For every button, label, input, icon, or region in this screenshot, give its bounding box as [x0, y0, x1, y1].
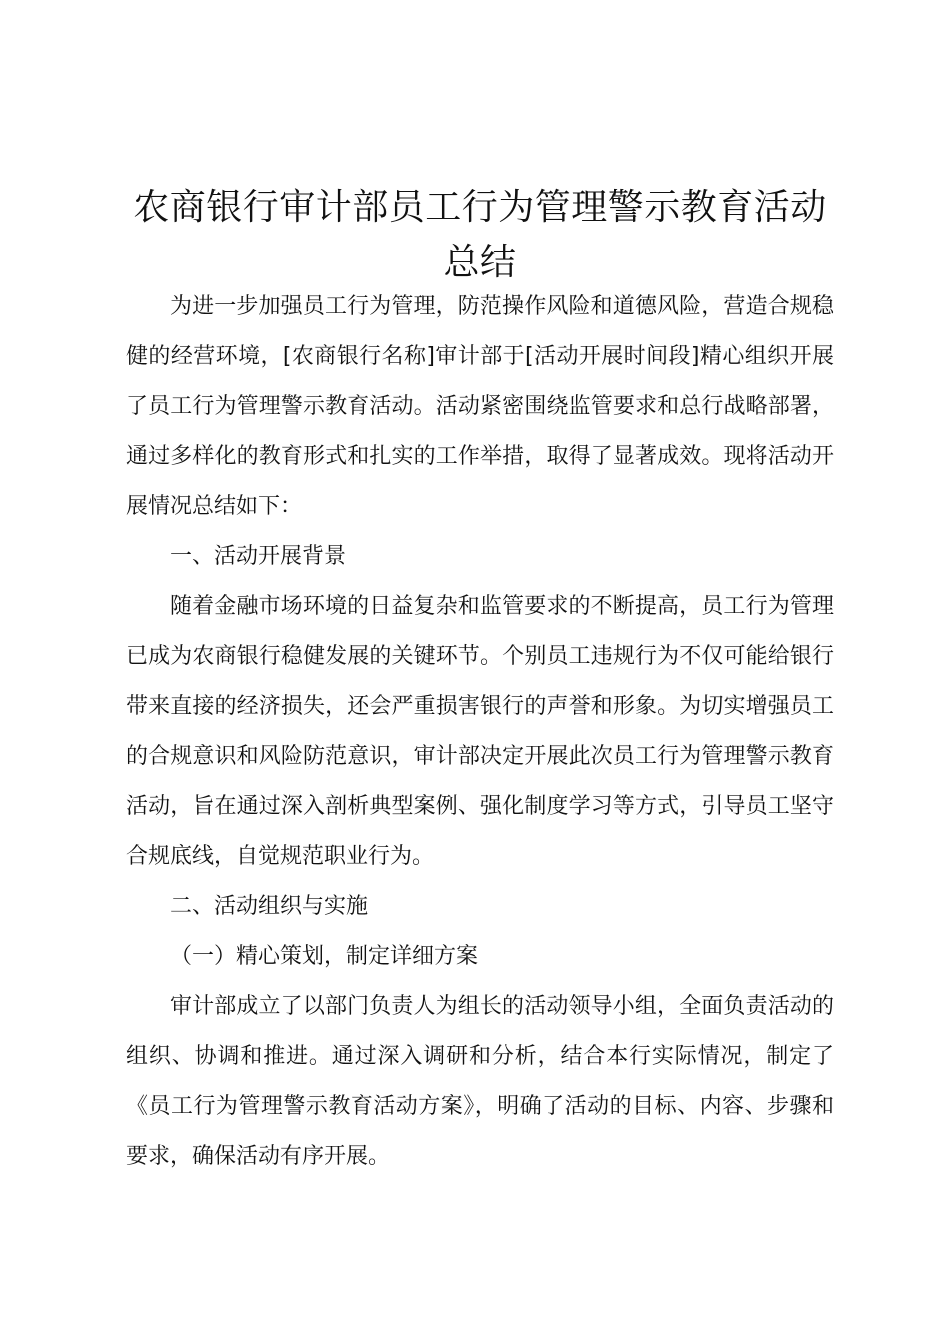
subsection-1-paragraph: 审计部成立了以部门负责人为组长的活动领导小组，全面负责活动的组织、协调和推进。通过深入调研和分析，结合本行实际情况，制定了《员工行为管理警示教育活动方案》，明确了活动的目标、内容、步骤和要求，确保活动有序开展。 [126, 994, 834, 1169]
document-body [126, 282, 834, 1182]
section-1-paragraph: 随着金融市场环境的日益复杂和监管要求的不断提高，员工行为管理已成为农商银行稳健发展的关键环节。个别员工违规行为不仅可能给银行带来直接的经济损失，还会严重损害银行的声誉和形象。为切实增强员工的合规意识和风险防范意识，审计部决定开展此次员工行为管理警示教育活动，旨在通过深入剖析典型案例、强化制度学习等方式，引导员工坚守合规底线，自觉规范职业行为。 [126, 594, 834, 869]
subsection-1-heading: （一）精心策划，制定详细方案 [170, 944, 479, 969]
document-title: 农商银行审计部员工行为管理警示教育活动总结 [133, 187, 827, 283]
section-1-heading: 一、活动开展背景 [170, 544, 347, 569]
intro-paragraph: 为进一步加强员工行为管理，防范操作风险和道德风险，营造合规稳健的经营环境，[农商银行名称]审计部于[活动开展时间段]精心组织开展了员工行为管理警示教育活动。活动紧密围绕监管要求和总行战略部署，通过多样化的教育形式和扎实的工作举措，取得了显著成效。现将活动开展情况总结如下： [126, 294, 834, 519]
section-2-heading: 二、活动组织与实施 [170, 894, 369, 919]
